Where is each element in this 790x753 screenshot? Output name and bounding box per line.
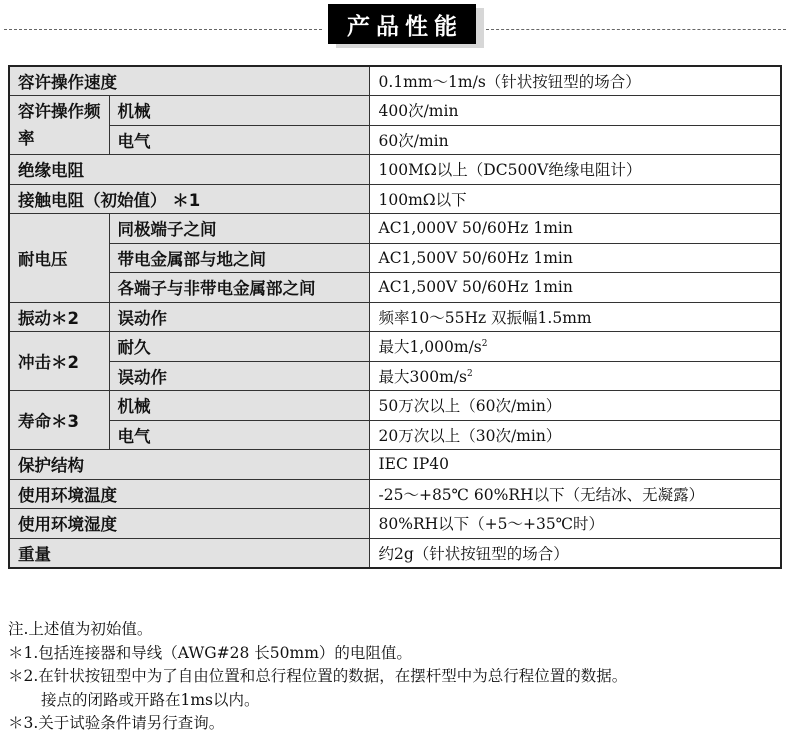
note-line: ＊2.在针状按钮型中为了自由位置和总行程位置的数据，在摆杆型中为总行程位置的数据。 (8, 667, 628, 685)
table-row (9, 538, 781, 568)
spec-value: 100MΩ以上（DC500V绝缘电阻计） (369, 155, 781, 185)
table-row (9, 332, 781, 362)
spec-value: 50万次以上（60次/min） (369, 391, 781, 421)
spec-sub-label: 机械 (109, 391, 369, 421)
spec-value: 约2g（针状按钮型的场合） (369, 538, 781, 568)
spec-sub-label: 带电金属部与地之间 (109, 243, 369, 273)
table-row (9, 125, 781, 155)
spec-value: 20万次以上（30次/min） (369, 420, 781, 450)
spec-sub-label: 电气 (109, 125, 369, 155)
spec-value: AC1,000V 50/60Hz 1min (369, 214, 781, 244)
spec-label: 使用环境湿度 (9, 509, 369, 539)
spec-label: 容许操作速度 (9, 66, 369, 96)
spec-value (369, 361, 781, 391)
note-line: 注.上述值为初始值。 (8, 620, 153, 638)
table-row (9, 302, 781, 332)
spec-sub-label: 同极端子之间 (109, 214, 369, 244)
spec-label: 使用环境温度 (9, 479, 369, 509)
spec-sub-label: 各端子与非带电金属部之间 (109, 273, 369, 303)
spec-group-label: 寿命＊3 (9, 391, 109, 450)
table-row (9, 479, 781, 509)
section-title: 产品性能 (328, 4, 476, 44)
spec-label: 接触电阻（初始值） ＊1 (9, 184, 369, 214)
table-row (9, 450, 781, 480)
spec-value: -25～+85℃ 60%RH以下（无结冰、无凝露） (369, 479, 781, 509)
table-row (9, 184, 781, 214)
shock-endurance-value: 最大1,000m/s (378, 338, 482, 357)
note-line: ＊3.关于试验条件请另行查询。 (8, 714, 225, 732)
table-row (9, 391, 781, 421)
spec-table (8, 65, 782, 569)
spec-value: 100mΩ以下 (369, 184, 781, 214)
table-row (9, 155, 781, 185)
spec-group-label: 耐电压 (9, 214, 109, 303)
superscript-exponent: 2 (481, 339, 488, 350)
dashed-divider-left (4, 29, 322, 30)
spec-group-label: 冲击＊2 (9, 332, 109, 391)
table-row (9, 214, 781, 244)
table-row (9, 273, 781, 303)
section-header (0, 0, 790, 50)
spec-value: 0.1mm～1m/s（针状按钮型的场合） (369, 66, 781, 96)
spec-sub-label: 耐久 (109, 332, 369, 362)
spec-value (369, 332, 781, 362)
table-row (9, 66, 781, 96)
table-row (9, 361, 781, 391)
spec-sub-label: 误动作 (109, 361, 369, 391)
shock-malfunction-value: 最大300m/s (378, 367, 467, 386)
table-row (9, 420, 781, 450)
superscript-exponent: 2 (466, 368, 473, 379)
spec-label: 绝缘电阻 (9, 155, 369, 185)
table-row (9, 96, 781, 126)
spec-value: 80%RH以下（+5～+35℃时） (369, 509, 781, 539)
spec-sub-label: 误动作 (109, 302, 369, 332)
spec-label: 保护结构 (9, 450, 369, 480)
note-line: ＊1.包括连接器和导线（AWG#28 长50mm）的电阻值。 (8, 643, 412, 662)
footnotes (8, 618, 788, 736)
table-row (9, 243, 781, 273)
spec-group-label: 振动＊2 (9, 302, 109, 332)
spec-sub-label: 电气 (109, 420, 369, 450)
note-line: 接点的闭路或开路在1ms以内。 (41, 690, 260, 709)
spec-group-label: 容许操作频率 (9, 96, 109, 155)
dashed-divider-right (486, 29, 786, 30)
spec-value: AC1,500V 50/60Hz 1min (369, 243, 781, 273)
table-row (9, 509, 781, 539)
spec-value: IEC IP40 (369, 450, 781, 480)
spec-value: 400次/min (369, 96, 781, 126)
spec-value: AC1,500V 50/60Hz 1min (369, 273, 781, 303)
spec-value: 频率10～55Hz 双振幅1.5mm (369, 302, 781, 332)
spec-value: 60次/min (369, 125, 781, 155)
spec-sub-label: 机械 (109, 96, 369, 126)
spec-label: 重量 (9, 538, 369, 568)
